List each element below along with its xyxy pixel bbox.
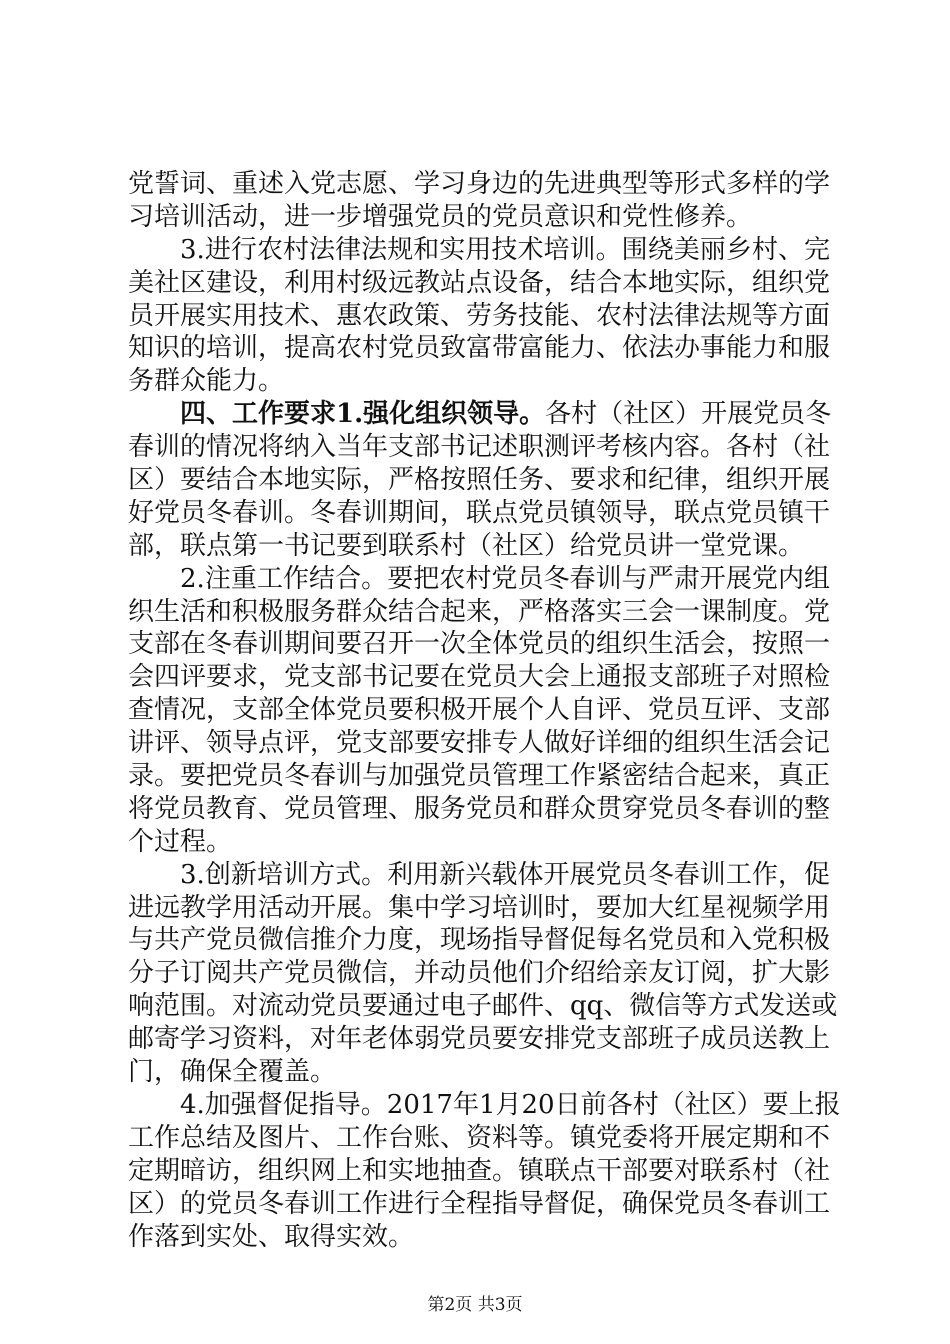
text-line: 进远教学用活动开展。集中学习培训时，要加大红星视频学用 [128,892,831,923]
subsection-heading: 1.强化组织领导。 [336,399,546,430]
text-line: 4.加强督促指导。2017年1月20日前各村（社区）要上报 [180,1089,841,1120]
page-footer: 第2页 共3页 [427,1295,523,1315]
text-line: 织生活和积极服务群众结合起来，严格落实三会一课制度。党 [128,596,831,627]
section-heading: 四、工作要求 [180,399,337,430]
text-line: 与共产党员微信推介力度，现场指导督促每名党员和入党积极 [128,925,831,956]
text-line: 务群众能力。 [128,366,285,397]
section-heading-line [128,398,830,431]
text-line: 习培训活动，进一步增强党员的党员意识和党性修养。 [128,201,753,232]
text-line: 将党员教育、党员管理、服务党员和群众贯穿党员冬春训的整 [128,793,831,824]
text-span: 各村（社区）开展党员冬 [545,399,832,430]
text-line: 2.注重工作结合。要把农村党员冬春训与严肃开展党内组 [180,563,830,594]
text-line: 查情况，支部全体党员要积极开展个人自评、党员互评、支部 [128,695,831,726]
text-line: 邮寄学习资料，对年老体弱党员要安排党支部班子成员送教上 [128,1024,831,1055]
text-line: 春训的情况将纳入当年支部书记述职测评考核内容。各村（社 [128,432,831,463]
text-line: 讲评、领导点评，党支部要安排专人做好详细的组织生活会记 [128,728,831,759]
document-body [128,168,841,1253]
text-line: 知识的培训，提高农村党员致富带富能力、依法办事能力和服 [128,333,831,364]
text-line: 分子订阅共产党员微信，并动员他们介绍给亲友订阅，扩大影 [128,958,831,989]
text-line: 3.进行农村法律法规和实用技术培训。围绕美丽乡村、完 [180,234,830,265]
text-line: 部，联点第一书记要到联系村（社区）给党员讲一堂党课。 [128,530,805,561]
text-line: 定期暗访，组织网上和实地抽查。镇联点干部要对联系村（社 [128,1155,831,1186]
text-line: 美社区建设，利用村级远教站点设备，结合本地实际，组织党 [128,267,831,298]
text-line: 会四评要求，党支部书记要在党员大会上通报支部班子对照检 [128,662,831,693]
text-line: 好党员冬春训。冬春训期间，联点党员镇领导，联点党员镇干 [128,497,831,528]
text-line: 门，确保全覆盖。 [128,1057,337,1088]
text-line: 支部在冬春训期间要召开一次全体党员的组织生活会，按照一 [128,629,831,660]
text-line: 录。要把党员冬春训与加强党员管理工作紧密结合起来，真正 [128,761,831,792]
text-line: 作落到实处、取得实效。 [128,1221,415,1252]
text-line: 区）的党员冬春训工作进行全程指导督促，确保党员冬春训工 [128,1188,831,1219]
text-line: 响范围。对流动党员要通过电子邮件、qq、微信等方式发送或 [128,991,838,1022]
text-line: 3.创新培训方式。利用新兴载体开展党员冬春训工作，促 [180,859,830,890]
text-line: 个过程。 [128,826,233,857]
text-line: 区）要结合本地实际，严格按照任务、要求和纪律，组织开展 [128,465,831,496]
text-line: 党誓词、重述入党志愿、学习身边的先进典型等形式多样的学 [128,169,831,199]
text-line: 员开展实用技术、惠农政策、劳务技能、农村法律法规等方面 [128,300,831,331]
text-line: 工作总结及图片、工作台账、资料等。镇党委将开展定期和不 [128,1122,831,1153]
